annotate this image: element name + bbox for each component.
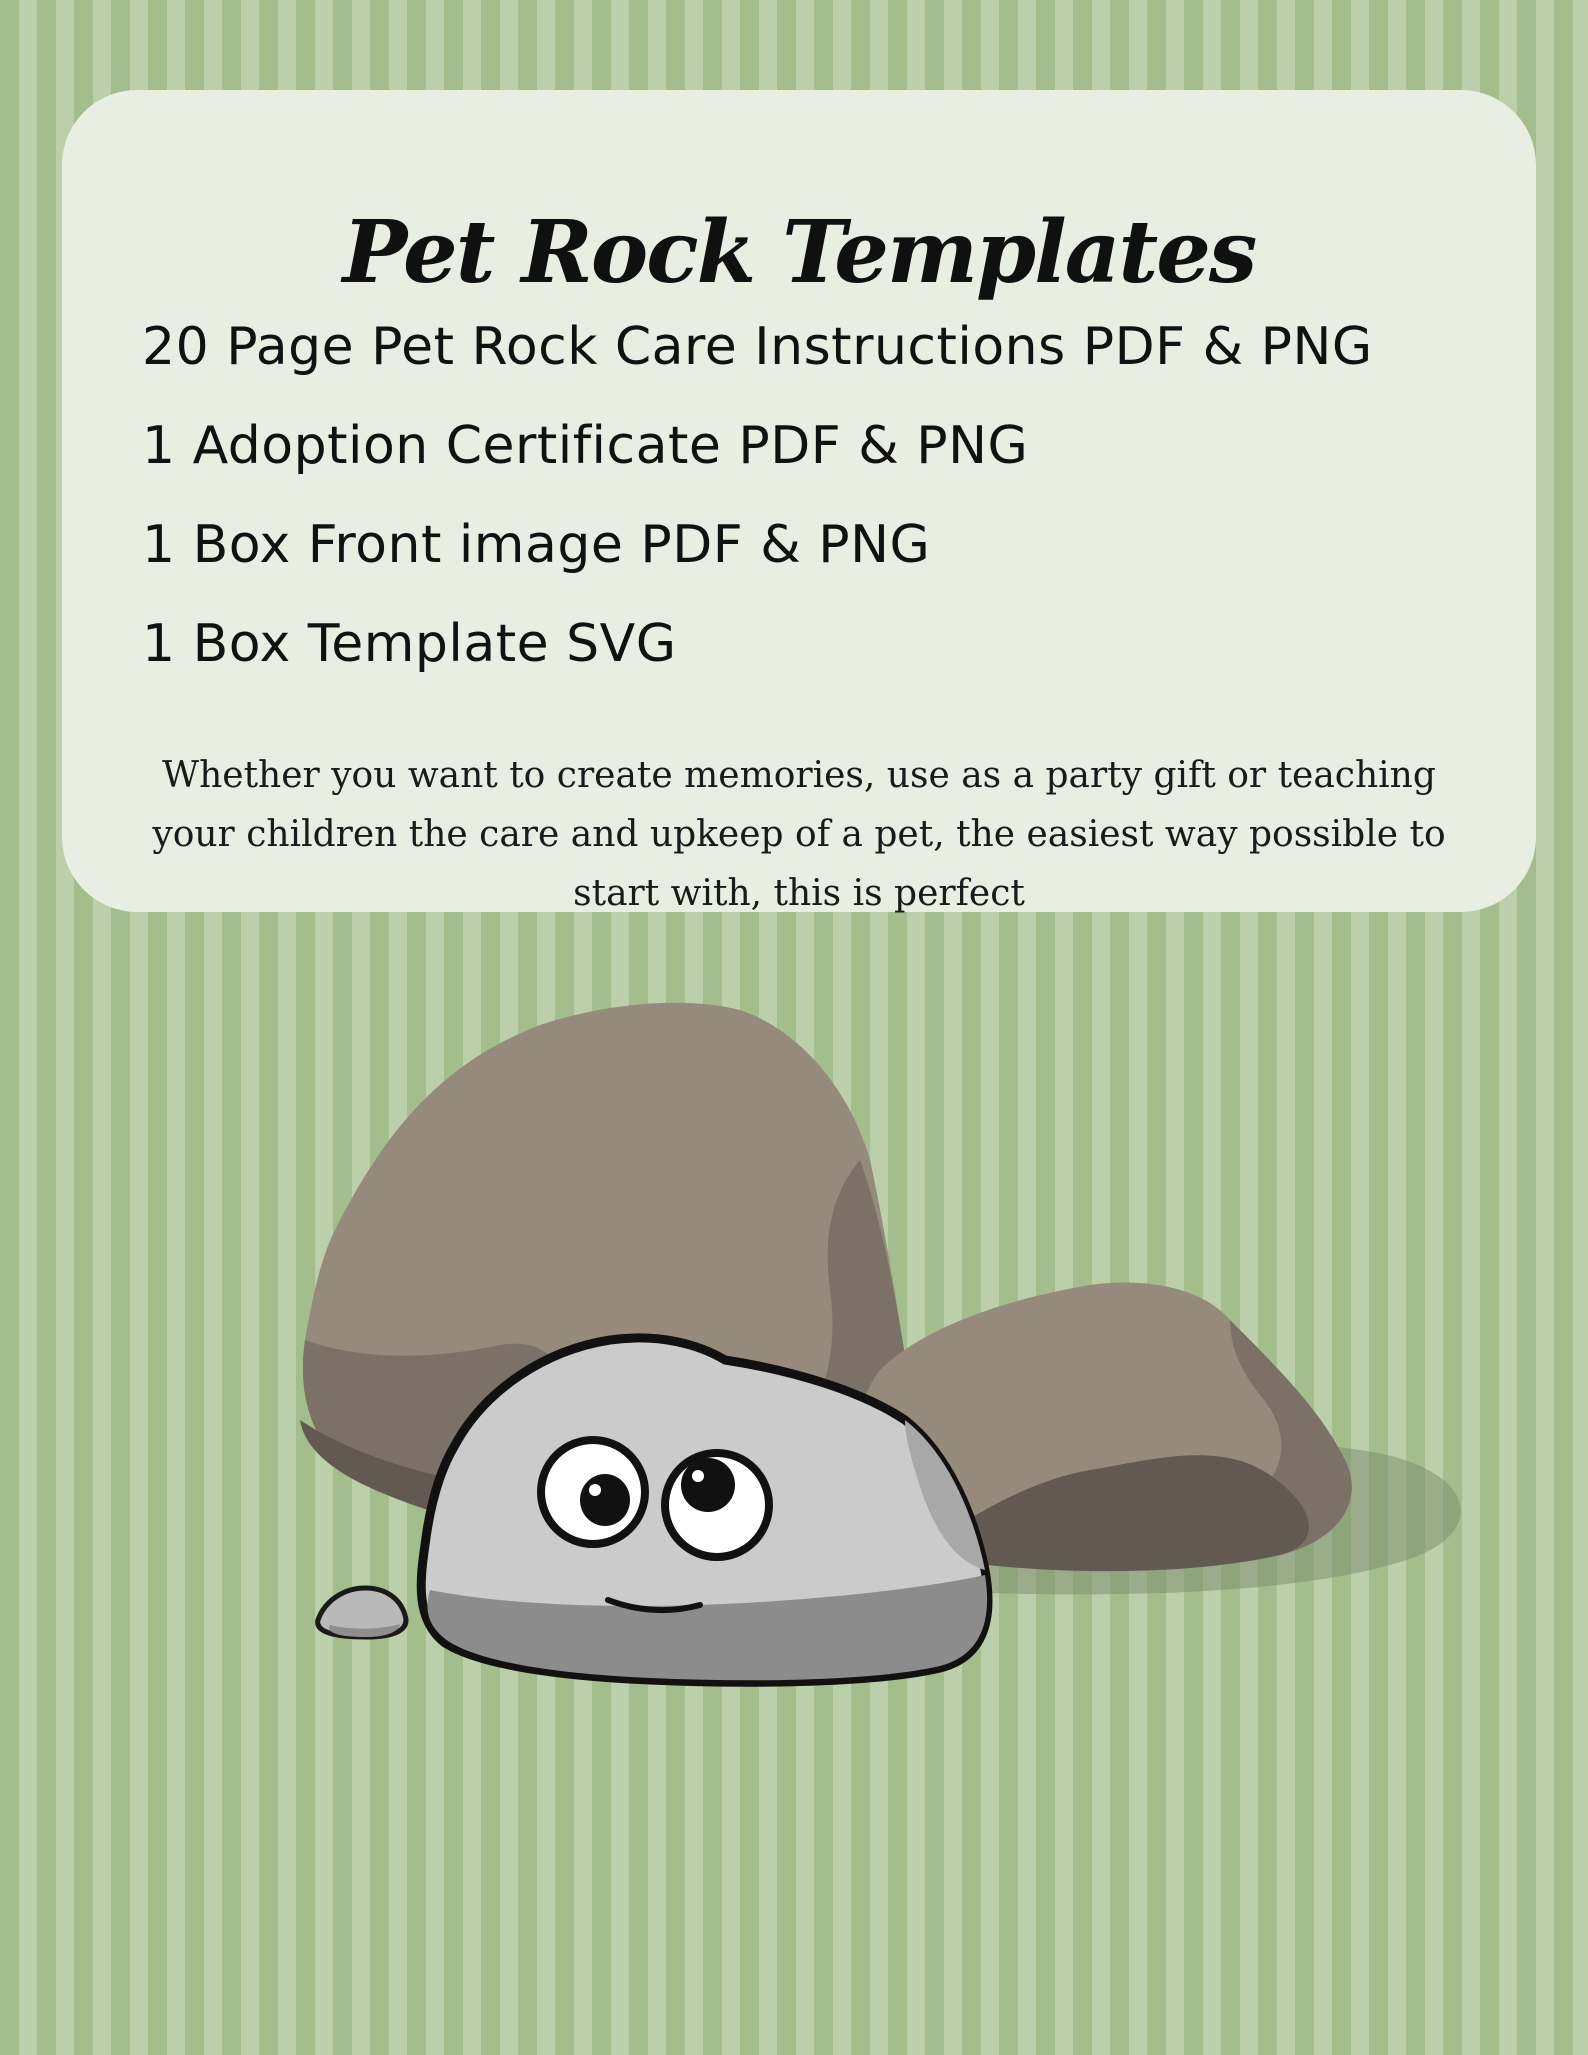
feature-item: 20 Page Pet Rock Care Instructions PDF & PNG	[142, 317, 1373, 377]
right-eye	[665, 1453, 769, 1557]
feature-list	[142, 298, 1373, 694]
feature-item: 1 Box Front image PDF & PNG	[142, 515, 931, 575]
description-text: Whether you want to create memories, use as a party gift or teaching your children the care and upkeep of a pet, the easiest way possible to start with, this is perfect	[152, 755, 1446, 914]
feature-item: 1 Adoption Certificate PDF & PNG	[142, 416, 1029, 476]
pebble	[318, 1588, 406, 1637]
page-title: Pet Rock Templates	[342, 201, 1256, 303]
feature-item: 1 Box Template SVG	[142, 614, 677, 674]
info-card	[62, 90, 1536, 912]
pet-rock-illustration	[0, 980, 1588, 1740]
left-eye	[541, 1440, 645, 1544]
